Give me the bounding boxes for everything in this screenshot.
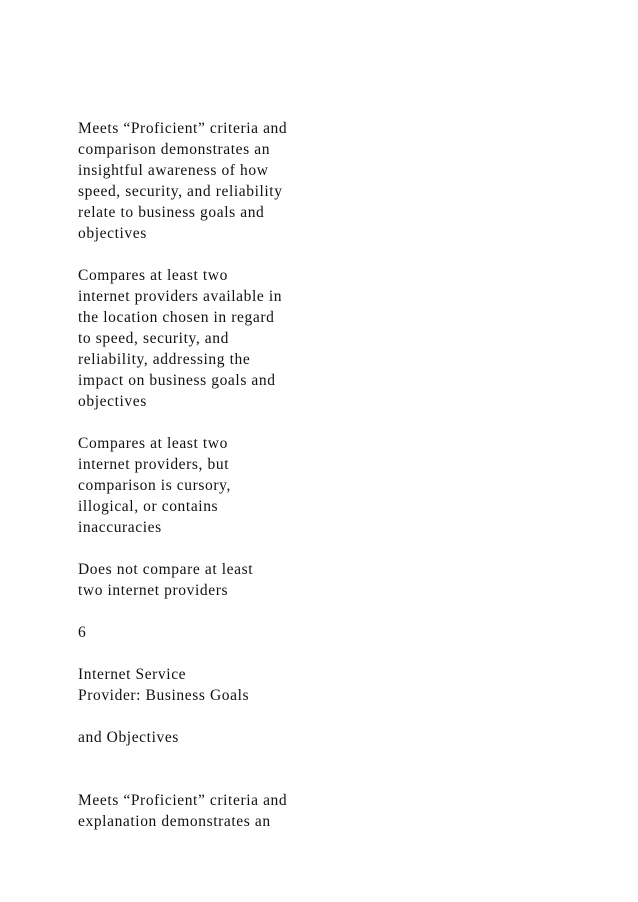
criterion-title [78,664,558,706]
document-text [78,118,558,832]
text-line: 6 [78,624,87,641]
text-line: to speed, security, and [78,330,229,347]
text-line: internet providers, but [78,456,230,473]
paragraph-spacer [78,643,558,664]
paragraph-spacer [78,538,558,559]
text-line: objectives [78,225,147,242]
paragraph-spacer [78,412,558,433]
text-line: Compares at least two [78,435,228,452]
paragraph-spacer [78,748,558,790]
criterion-value [78,622,558,643]
text-line: impact on business goals and [78,372,276,389]
text-line: relate to business goals and [78,204,265,221]
text-line: reliability, addressing the [78,351,251,368]
paragraph-spacer [78,706,558,727]
text-line: illogical, or contains [78,498,219,515]
proficient-comparison-paragraph [78,265,558,412]
exemplary-comparison-paragraph [78,118,558,244]
text-line: the location chosen in regard [78,309,275,326]
needs-improvement-comparison-paragraph [78,433,558,538]
text-line: insightful awareness of how [78,162,269,179]
text-line: internet providers available in [78,288,283,305]
text-line: Provider: Business Goals [78,687,250,704]
text-line: comparison is cursory, [78,477,231,494]
paragraph-spacer [78,244,558,265]
text-line: speed, security, and reliability [78,183,283,200]
text-line: and Objectives [78,729,179,746]
text-line: comparison demonstrates an [78,141,271,158]
not-evident-comparison-paragraph [78,559,558,601]
criterion-title-continued [78,727,558,748]
text-line: Does not compare at least [78,561,254,578]
text-line: Compares at least two [78,267,228,284]
text-line: two internet providers [78,582,229,599]
paragraph-spacer [78,601,558,622]
text-line: inaccuracies [78,519,162,536]
text-line: Meets “Proficient” criteria and [78,792,288,809]
text-line: Meets “Proficient” criteria and [78,120,288,137]
exemplary-explanation-paragraph [78,790,558,832]
text-line: objectives [78,393,147,410]
text-line: Internet Service [78,666,187,683]
text-line: explanation demonstrates an [78,813,271,830]
